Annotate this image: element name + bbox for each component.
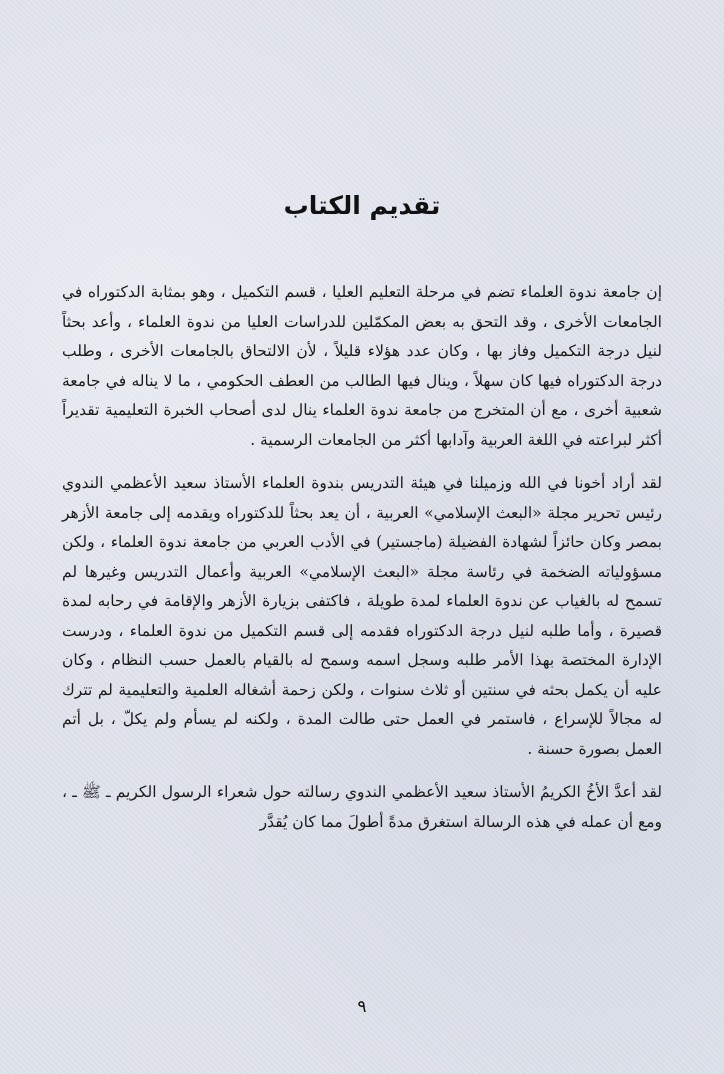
page-number: ٩ (357, 997, 367, 1017)
paragraph-2: لقد أراد أخونا في الله وزميلنا في هيئة التدريس بندوة العلماء الأستاذ سعيد الأعظمي الندوي رئيس تحرير مجلة «البعث الإسلامي» العربية ، أن يعد بحثاً للدكتوراه ويقدمه إلى جامعة الأزهر بمصر وكان حائزاً لشهادة الفضيلة (ماجستير) في الأدب العربي من جامعة ندوة العلماء ، ولكن مسؤولياته الضخمة في رئاسة مجلة «البعث الإسلامي» العربية وأعمال التدريس وغيرها لم تسمح له بالغياب عن ندوة العلماء لمدة طويلة ، فاكتفى بزيارة الأزهر والإقامة في رحابه لمدة قصيرة ، وأما طلبه لنيل درجة الدكتوراه فقدمه إلى قسم التكميل من ندوة العلماء ، ودرست الإدارة المختصة بهذا الأمر طلبه وسجل اسمه وسمح له بالقيام بالعمل حسب النظام ، وكان عليه أن يكمل بحثه في سنتين أو ثلاث سنوات ، ولكن زحمة أشغاله العلمية والتعليمية لم تترك له مجالاً للإسراع ، فاستمر في العمل حتى طالت المدة ، ولكنه لم يسأم ولم يكلّ ، بل أتم العمل بصورة حسنة . (62, 474, 662, 758)
page-title: تقديم الكتاب (283, 191, 441, 220)
body-text (62, 278, 662, 837)
paragraph-3: لقد أعدَّ الأخُ الكريمُ الأستاذ سعيد الأعظمي الندوي رسالته حول شعراء الرسول الكريم ـ ﷺ ـ ، ومع أن عمله في هذه الرسالة استغرق مدةً أطولَ مما كان يُقدَّر (62, 783, 662, 831)
paragraph-1: إن جامعة ندوة العلماء تضم في مرحلة التعليم العليا ، قسم التكميل ، وهو بمثابة الدكتوراه في الجامعات الأخرى ، وقد التحق به بعض المكمّلين للدراسات العليا من ندوة العلماء ، وأعد بحثاً لنيل درجة التكميل وفاز بها ، وكان عدد هؤلاء قليلاً ، لأن الالتحاق بالجامعات الأخرى ، وطلب درجة الدكتوراه فيها كان سهلاً ، وينال فيها الطالب من العطف الحكومي ، ما لا يناله في جامعة شعبية أخرى ، مع أن المتخرج من جامعة ندوة العلماء ينال لدى أصحاب الخبرة التعليمية تقديراً أكثر لبراعته في اللغة العربية وآدابها أكثر من الجامعات الرسمية . (62, 283, 662, 449)
